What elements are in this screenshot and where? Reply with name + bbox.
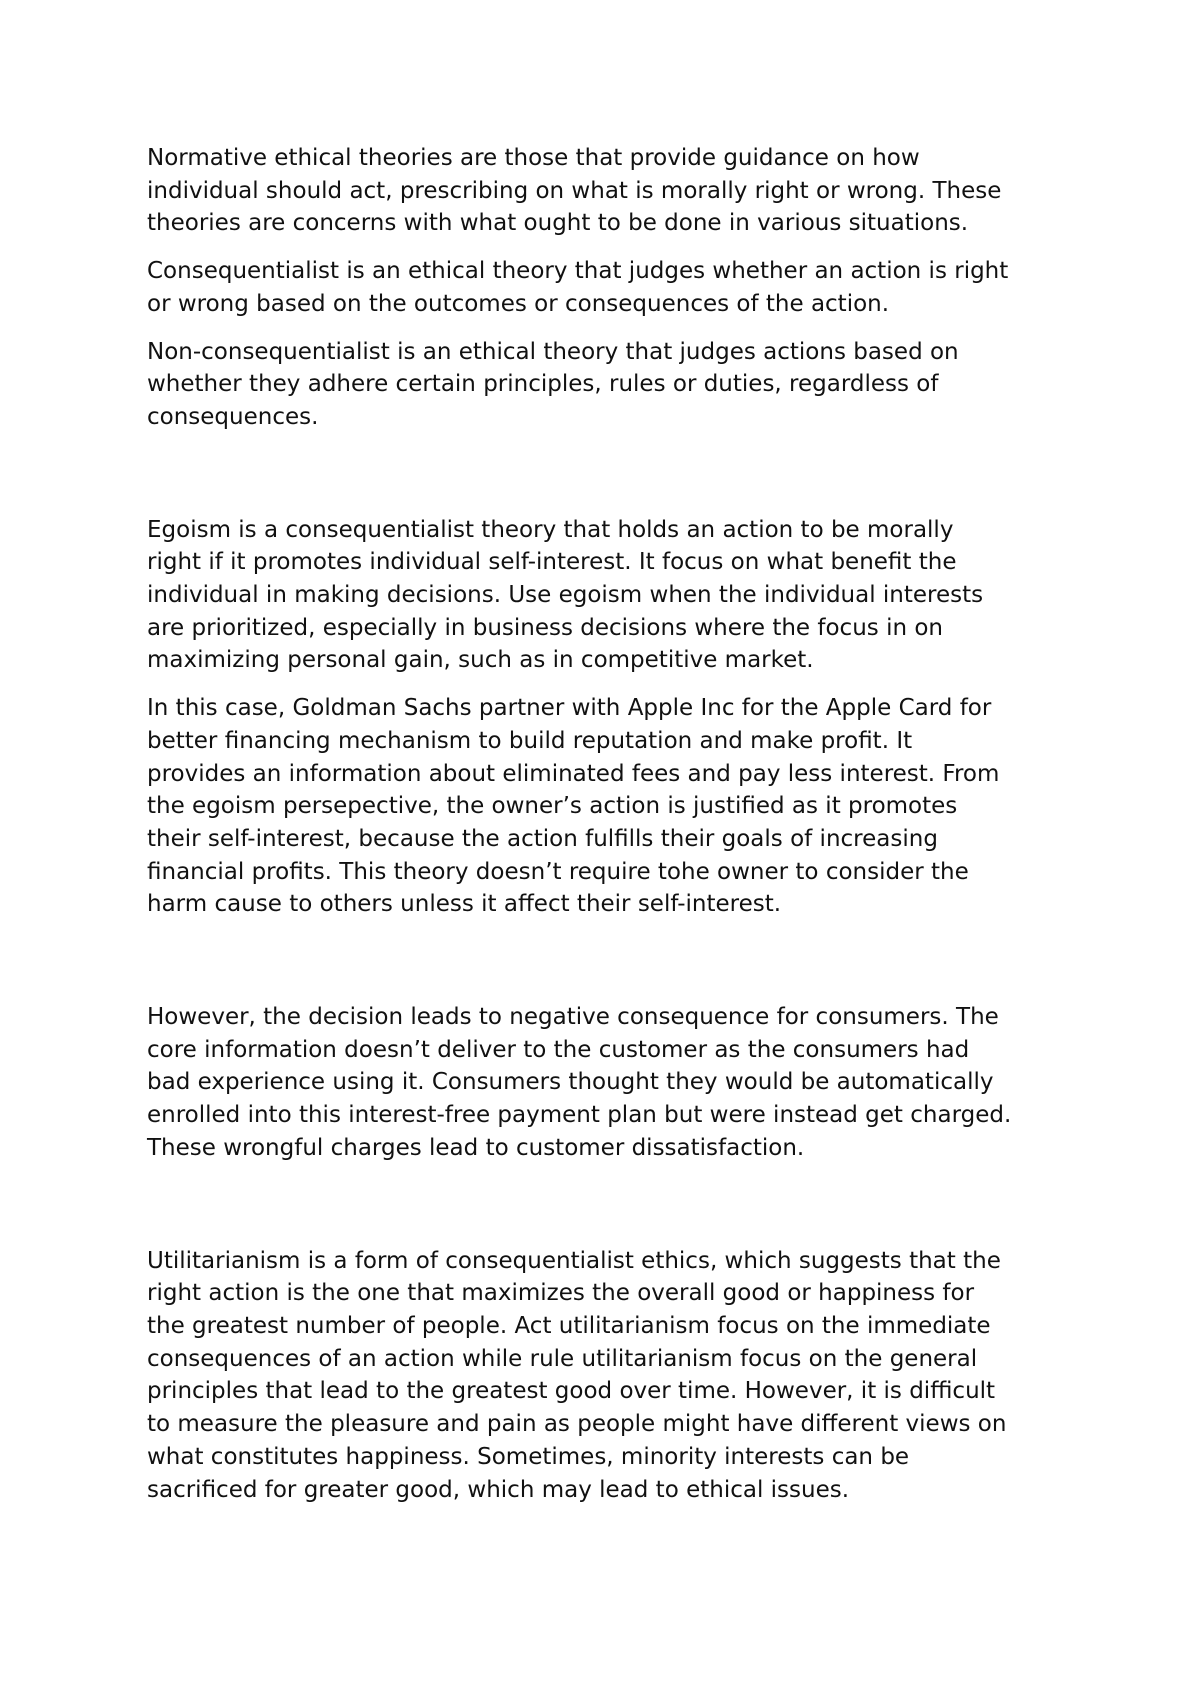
paragraph-goldman-apple-case: In this case, Goldman Sachs partner with Apple Inc for the Apple Card for better financing mechanism to build reputation and make profit. It provides an information about eliminated fees and pay less interest. From the egoism persepective, the owner’s action is justified as it promotes their self-interest, because the action fulfills their goals of increasing financial profits. This theory doesn’t require tohe owner to consider the harm cause to others unless it affect their self-interest. (147, 695, 1000, 918)
paragraph-non-consequentialist: Non-consequentialist is an ethical theory that judges actions based on whether they adhere certain principles, rules or duties, regardless of consequences. (147, 338, 959, 430)
document-page (147, 142, 1077, 1506)
paragraph-normative-theories: Normative ethical theories are those that provide guidance on how individual should act, prescribing on what is morally right or wrong. These theories are concerns with what ought to be done in various situations. (147, 145, 1002, 237)
paragraph-egoism: Egoism is a consequentialist theory that holds an action to be morally right if it promotes individual self-interest. It focus on what benefit the individual in making decisions. Use egoism when the individual interests are prioritized, especially in business decisions where the focus in on maximizing personal gain, such as in competitive market. (147, 516, 984, 674)
paragraph-negative-consequence: However, the decision leads to negative consequence for consumers. The core information doesn’t deliver to the customer as the consumers had bad experience using it. Consumers thought they would be automatically enrolled into this interest-free payment plan but were instead get charged. These wrongful charges lead to customer dissatisfaction. (147, 1004, 1012, 1161)
paragraph-utilitarianism: Utilitarianism is a form of consequentialist ethics, which suggests that the right action is the one that maximizes the overall good or happiness for the greatest number of people. Act utilitarianism focus on the immediate consequences of an action while rule utilitarianism focus on the general principles that lead to the greatest good over time. However, it is difficult to measure the pleasure and pain as people might have different views on what constitutes happiness. Sometimes, minority interests can be sacrificed for greater good, which may lead to ethical issues. (147, 1247, 1007, 1503)
paragraph-consequentialist: Consequentialist is an ethical theory that judges whether an action is right or wrong based on the outcomes or consequences of the action. (147, 258, 1009, 317)
